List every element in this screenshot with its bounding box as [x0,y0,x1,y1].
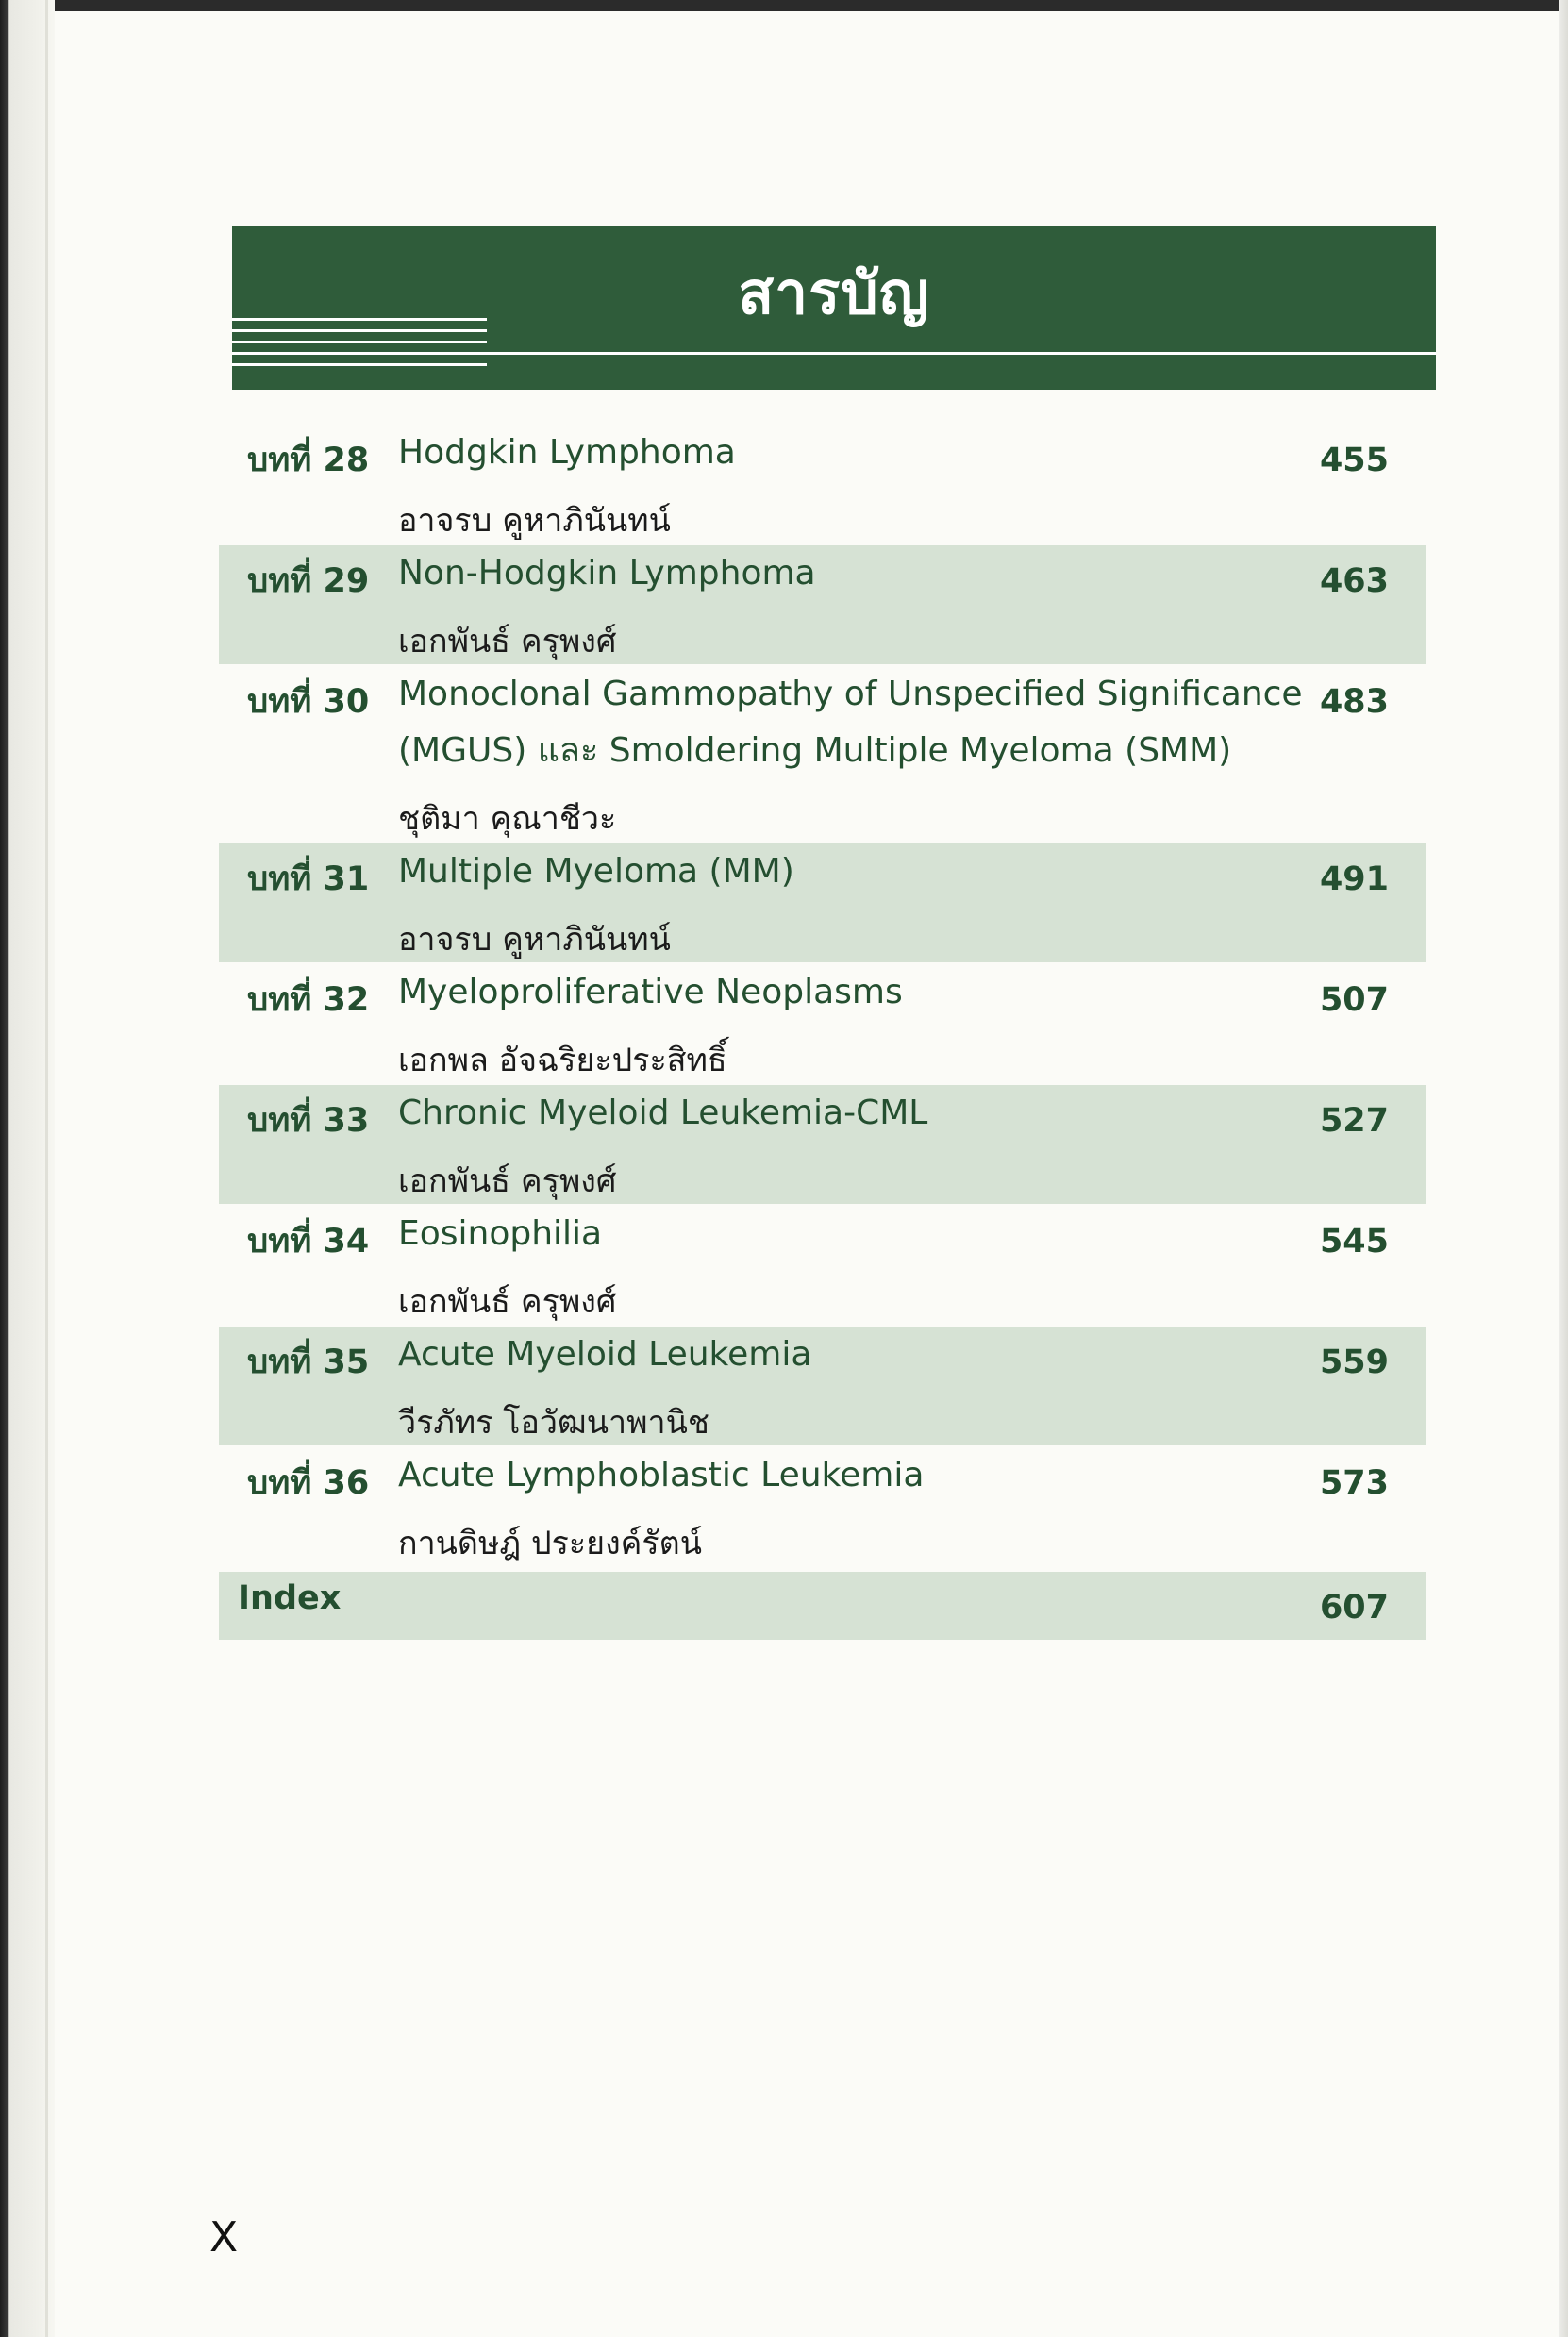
chapter-author: อาจรบ คูหาภินันทน์ [398,502,671,540]
toc-header-banner [232,226,1436,390]
page-number: 559 [1319,1344,1389,1381]
scan-edge-right [1559,0,1568,2337]
chapter-number: บทที่ 36 [247,1464,370,1502]
page-number: 463 [1319,562,1389,600]
toc-entry [219,425,1426,543]
header-stripe [232,341,487,343]
toc-entry [219,545,1426,664]
header-stripe [232,329,487,332]
toc-entry [219,964,1426,1083]
toc-index-entry [219,1572,1426,1640]
chapter-title: Eosinophilia [398,1214,603,1253]
chapter-title: (MGUS) และ Smoldering Multiple Myeloma (SMM) [398,731,1232,770]
chapter-title: Acute Lymphoblastic Leukemia [398,1456,925,1494]
toc-header-title: สารบัญ [738,259,930,327]
page-number: 573 [1319,1464,1389,1502]
page-fold-line [45,0,48,2337]
page-number: 491 [1319,860,1389,898]
table-of-contents [219,425,1426,1640]
chapter-author: เอกพันธ์ ครุพงศ์ [398,1162,617,1200]
page-number: 507 [1319,981,1389,1019]
chapter-title: Monoclonal Gammopathy of Unspecified Significance [398,675,1303,713]
chapter-title: Myeloproliferative Neoplasms [398,973,903,1011]
chapter-author: วีรภัทร โอวัฒนาพานิช [398,1404,709,1442]
chapter-number: บทที่ 29 [247,562,370,600]
page-number: 545 [1319,1223,1389,1260]
toc-entry [219,843,1426,962]
toc-entry [219,1085,1426,1204]
chapter-number: บทที่ 30 [247,683,370,721]
page-number: 455 [1319,442,1389,479]
page-number: 527 [1319,1102,1389,1140]
page-number: 483 [1319,683,1389,721]
chapter-author: กานดิษฎ์ ประยงค์รัตน์ [398,1525,703,1562]
chapter-title: Multiple Myeloma (MM) [398,852,794,891]
chapter-author: เอกพันธ์ ครุพงศ์ [398,1283,617,1321]
chapter-number: บทที่ 34 [247,1223,370,1260]
chapter-title: Non-Hodgkin Lymphoma [398,554,816,593]
toc-entry [219,1327,1426,1445]
toc-entry [219,1447,1426,1566]
header-stripe [232,352,1436,355]
chapter-author: อาจรบ คูหาภินันทน์ [398,921,671,959]
header-stripe [232,318,487,321]
page-folio: X [209,2213,239,2262]
index-label: Index [238,1579,342,1617]
scan-edge-top [0,0,1568,11]
chapter-author: เอกพันธ์ ครุพงศ์ [398,623,617,660]
chapter-number: บทที่ 32 [247,981,370,1019]
chapter-author: ชุติมา คุณาชีวะ [398,800,617,838]
toc-entry [219,666,1426,842]
toc-entry [219,1206,1426,1325]
chapter-number: บทที่ 28 [247,442,370,479]
chapter-title: Chronic Myeloid Leukemia-CML [398,1093,928,1132]
chapter-number: บทที่ 31 [247,860,370,898]
chapter-title: Hodgkin Lymphoma [398,433,736,472]
chapter-author: เอกพล อัจฉริยะประสิทธิ์ [398,1042,727,1079]
chapter-title: Acute Myeloid Leukemia [398,1335,812,1374]
chapter-number: บทที่ 35 [247,1344,370,1381]
chapter-number: บทที่ 33 [247,1102,370,1140]
header-stripe [232,363,487,366]
index-page-number: 607 [1319,1589,1389,1627]
